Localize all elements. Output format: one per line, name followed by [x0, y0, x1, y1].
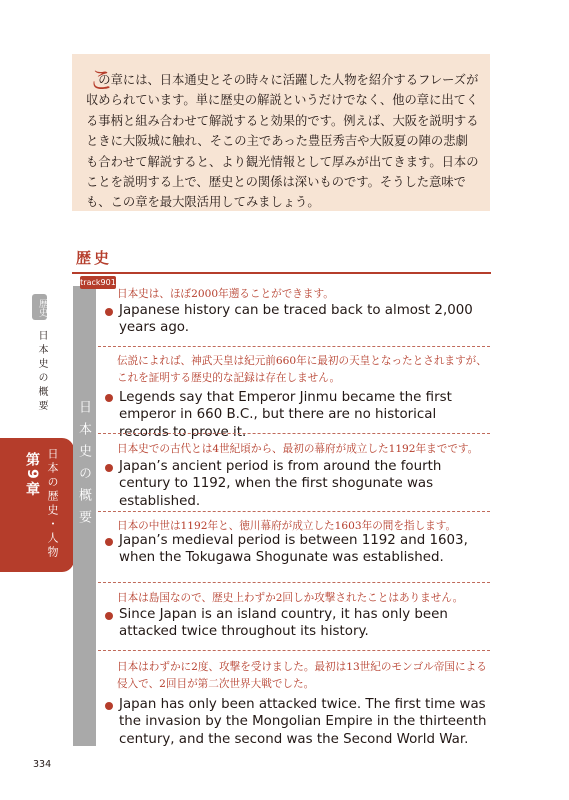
- side-tab-history: 歴史: [32, 294, 47, 320]
- bullet-dot: [105, 464, 113, 472]
- phrase-japanese: 日本史での古代とは4世紀頃から、最初の幕府が成立した1192年までです。: [117, 443, 479, 455]
- phrase-list: [98, 286, 490, 746]
- chapter-number: 第9章: [24, 452, 40, 499]
- bullet-dot: [105, 308, 113, 316]
- phrase-english: Since Japan is an island country, it has only been attacked twice throughout its history.: [119, 607, 448, 640]
- category-label: 日本史の概要: [76, 400, 91, 532]
- phrase-japanese: 日本史は、ほぼ2000年遡ることができます。: [117, 288, 334, 300]
- phrase-item: [98, 650, 490, 746]
- bullet-dot: [105, 394, 113, 402]
- phrase-item: [98, 511, 490, 582]
- phrase-japanese: 日本は島国なので、歴史上わずか2回しか攻撃されたことはありません。: [117, 592, 464, 604]
- section-rule: [72, 272, 491, 274]
- phrase-item: [98, 433, 490, 511]
- section-title: 歴史: [76, 249, 113, 267]
- phrase-japanese: 日本の中世は1192年と、徳川幕府が成立した1603年の間を指します。: [117, 520, 457, 532]
- side-subtitle: 日本史の概要: [36, 330, 47, 414]
- phrase-english: Japanese history can be traced back to almost 2,000 years ago.: [119, 303, 473, 336]
- track-badge: track901: [80, 278, 116, 287]
- phrase-english: Japan’s ancient period is from around the fourth century to 1192, when the first shogunate was established.: [119, 459, 442, 509]
- phrase-english: Japan has only been attacked twice. The first time was the invasion by the Mongolian Empire in the thirteenth century, and the second was the Second World War.: [119, 697, 487, 747]
- intro-box: [72, 54, 490, 211]
- bullet-dot: [105, 538, 113, 546]
- intro-text: の章には、日本通史とその時々に活躍した人物を紹介するフレーズが収められています。単に歴史の解説というだけでなく、他の章に出てくる事柄と組み合わせて解説すると効果的です。例えば、大阪を説明するときに大阪城に触れ、そこの主であった豊臣秀吉や大阪夏の陣の悲劇も合わせて解説すると、より観光情報として厚みが出てきます。日本のことを説明する上で、歴史との関係は深いものです。そうした意味でも、この章を最大限活用してみましょう。: [86, 73, 479, 210]
- phrase-english: Japan’s medieval period is between 1192 and 1603, when the Tokugawa Shogunate was established.: [119, 533, 468, 566]
- bullet-dot: [105, 612, 113, 620]
- chapter-subtitle: 日本の歴史・人物: [46, 448, 59, 560]
- bullet-dot: [105, 702, 113, 710]
- phrase-item: [98, 582, 490, 650]
- phrase-japanese: 伝説によれば、神武天皇は紀元前660年に最初の天皇となったとされますが、これを証明する歴史的な記録は存在しません。: [117, 355, 487, 385]
- intro-initial: こ: [88, 66, 115, 96]
- phrase-english: Legends say that Emperor Jinmu became the first emperor in 660 B.C., but there are no historical records to prove it.: [119, 390, 452, 440]
- phrase-item: [98, 286, 490, 346]
- page-number: 334: [33, 759, 52, 770]
- phrase-item: [98, 346, 490, 440]
- phrase-japanese: 日本はわずかに2度、攻撃を受けました。最初は13世紀のモンゴル帝国による侵入で、2回目が第二次世界大戦でした。: [117, 661, 487, 691]
